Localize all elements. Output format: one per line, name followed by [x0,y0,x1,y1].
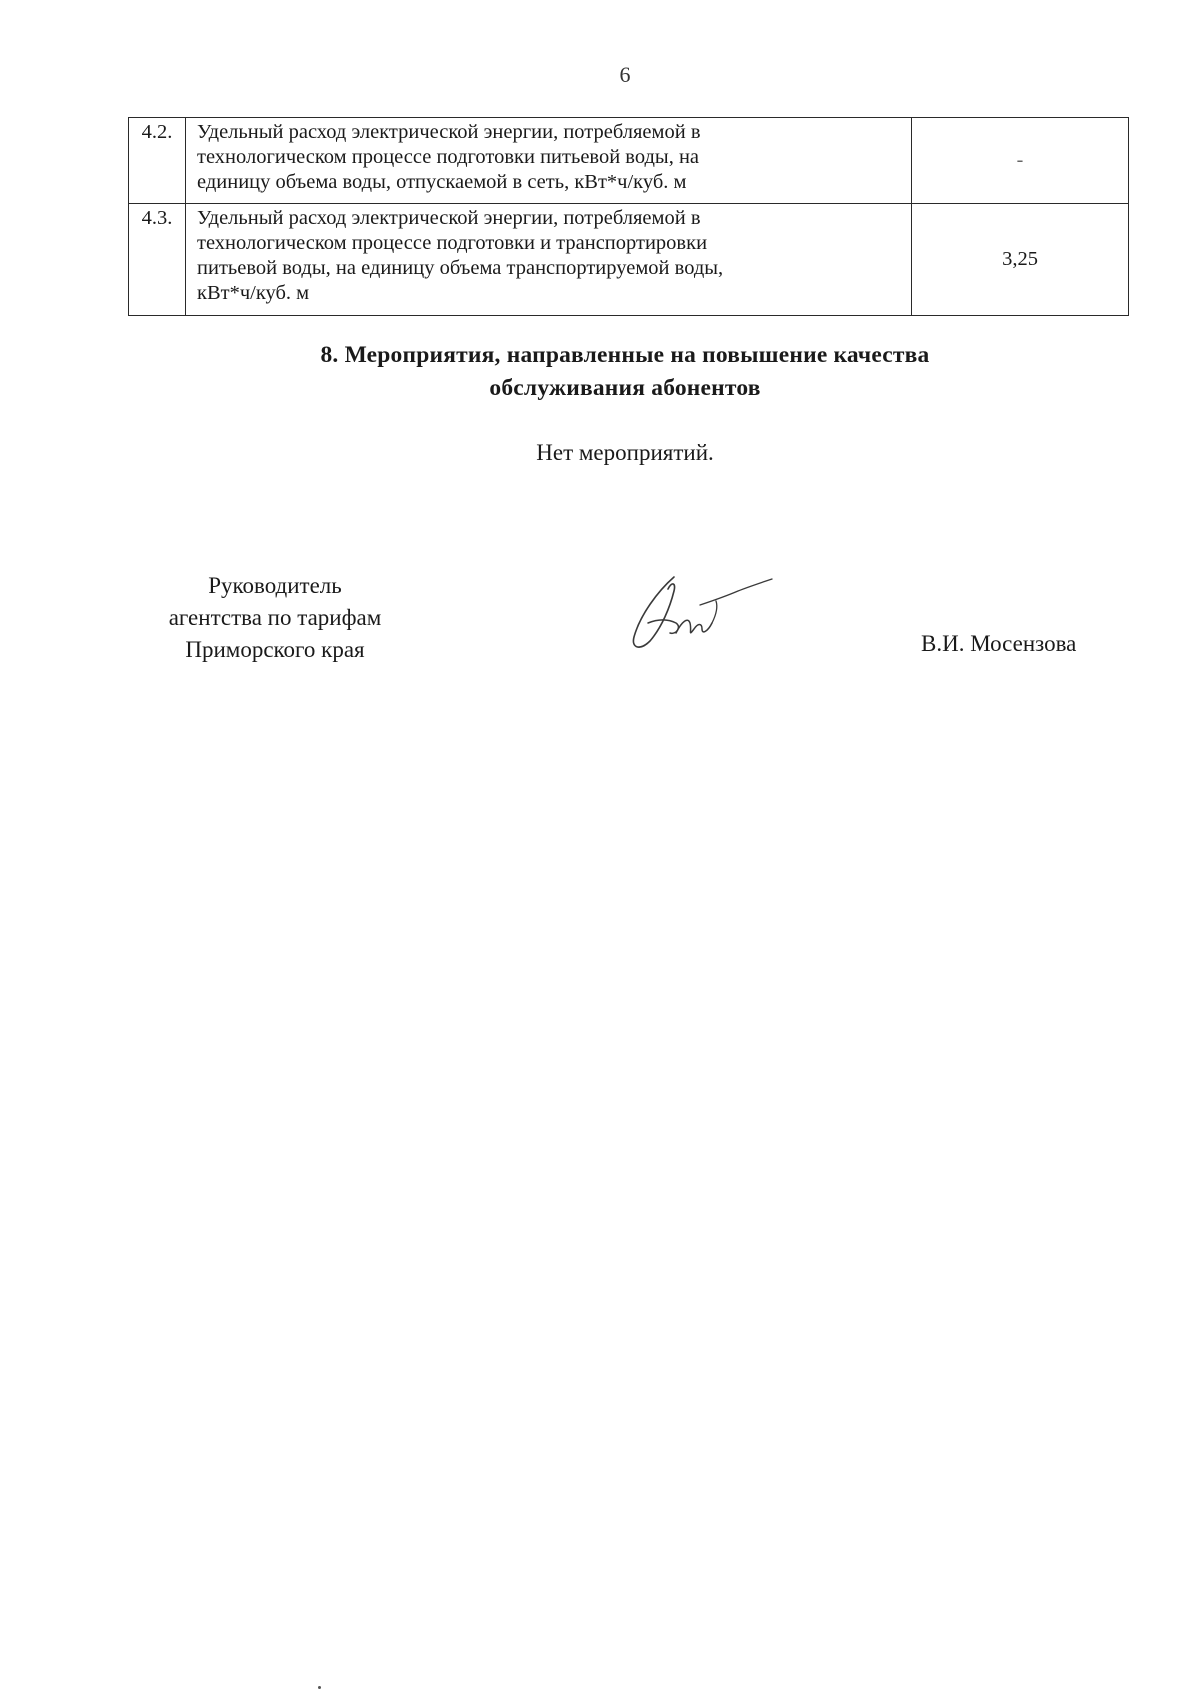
row-value-text: 3,25 [1002,248,1038,270]
signer-title [130,570,420,666]
section-heading [0,339,1200,405]
table-row [129,204,1129,316]
row-description [186,118,912,204]
description-line: Удельный расход электрической энергии, потребляемой в [197,207,701,229]
description-line: технологическом процессе подготовки и транспортировки [197,232,708,254]
signer-title-line: Руководитель [208,573,342,598]
description-line: кВт*ч/куб. м [197,282,310,304]
row-number: 4.2. [129,118,186,204]
section-heading-line: обслуживания абонентов [489,375,761,401]
signer-title-line: Приморского края [185,637,365,662]
row-number: 4.3. [129,204,186,316]
description-line: технологическом процессе подготовки питьевой воды, на [197,146,700,168]
section-heading-line: 8. Мероприятия, направленные на повышение качества [320,342,930,368]
signer-title-line: агентства по тарифам [168,605,382,630]
signer-name: В.И. Мосензова [921,631,1077,656]
row-value-text: - [1016,149,1024,171]
table-row [129,118,1129,204]
row-value [912,118,1129,204]
scan-speck [318,1686,321,1689]
description-line: питьевой воды, на единицу объема транспортируемой воды, [197,257,724,279]
description-line: единицу объема воды, отпускаемой в сеть, кВт*ч/куб. м [197,171,687,193]
description-line: Удельный расход электрической энергии, потребляемой в [197,121,701,143]
handwritten-signature [612,565,782,665]
page-number: 6 [619,62,631,87]
section-body: Нет мероприятий. [536,440,714,465]
row-value [912,204,1129,316]
indicators-table [128,117,1129,316]
row-description [186,204,912,316]
